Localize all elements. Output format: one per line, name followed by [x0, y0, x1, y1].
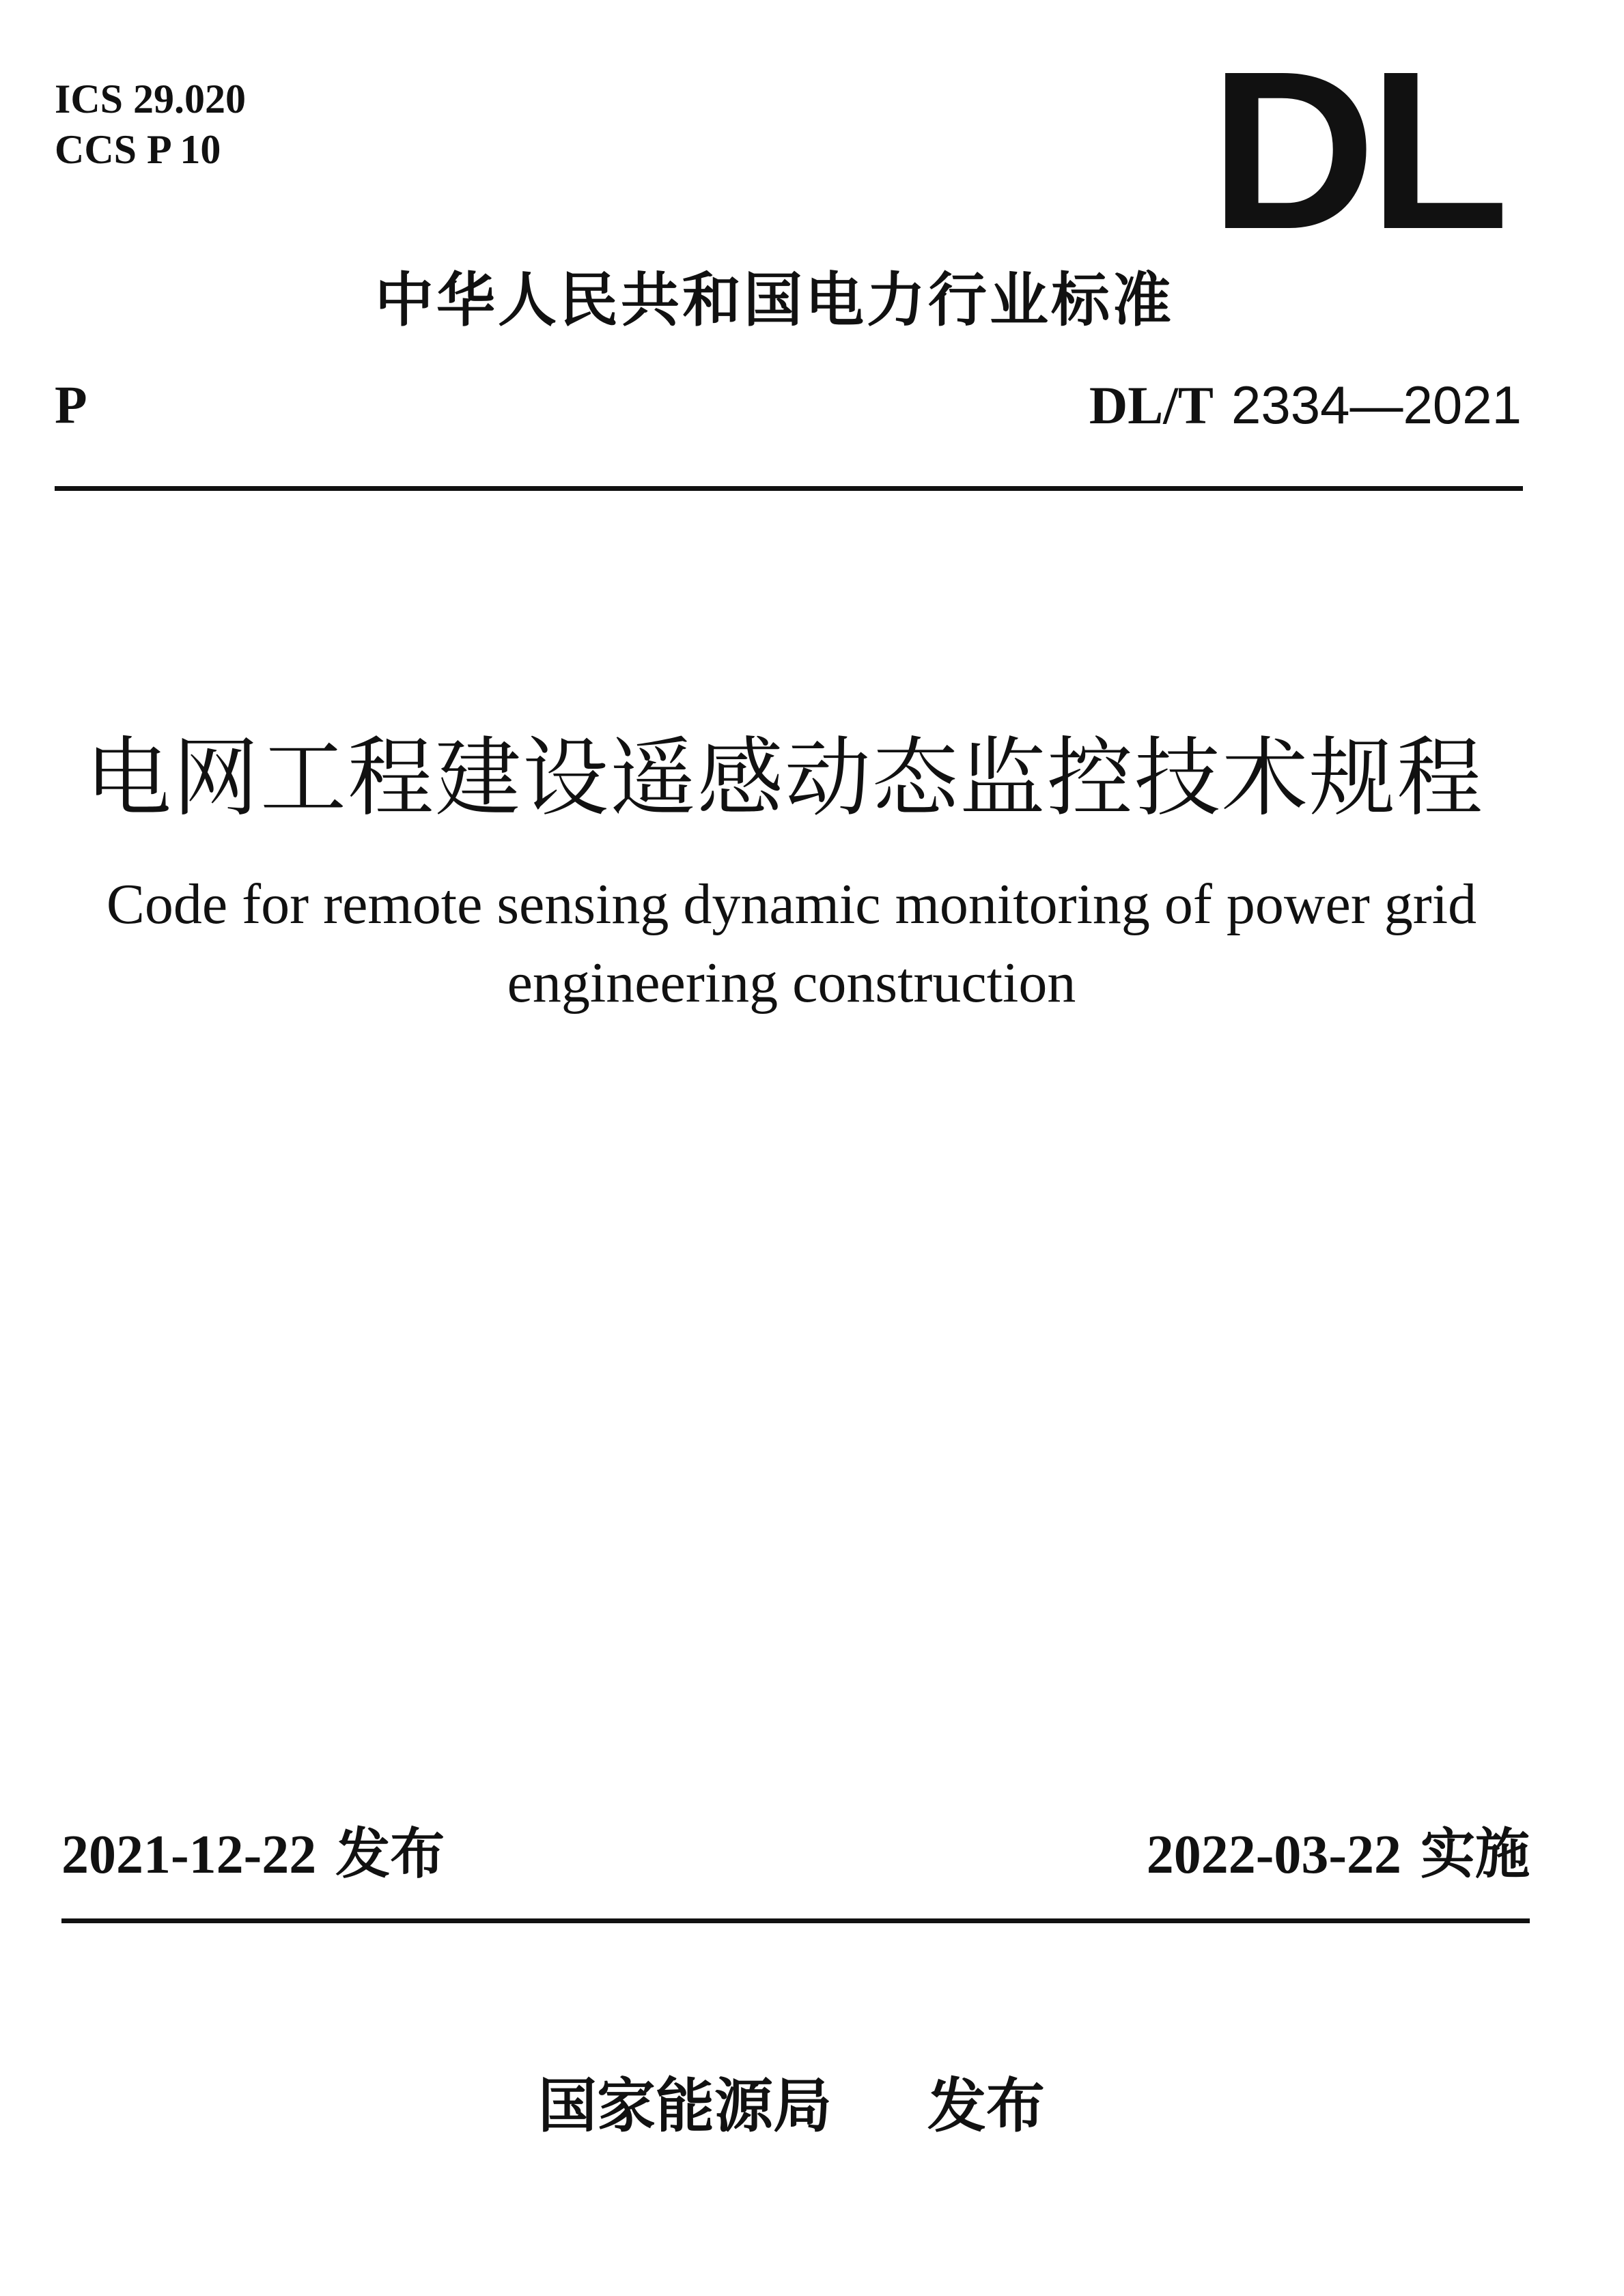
implement-date: 2022-03-22	[1146, 1825, 1401, 1885]
implement-date-block	[1147, 1819, 1530, 1889]
document-title-en-line1: Code for remote sensing dynamic monitoring of power grid	[106, 873, 1477, 936]
standard-number	[1089, 374, 1522, 436]
ccs-code: CCS P 10	[55, 127, 221, 172]
category-code: P	[55, 375, 87, 434]
implement-label: 实施	[1420, 1822, 1530, 1886]
issue-label: 发布	[335, 1822, 445, 1886]
ics-code: ICS 29.020	[55, 76, 247, 122]
standard-number-code: 2334—2021	[1231, 375, 1522, 435]
issue-date-block	[61, 1819, 445, 1889]
issuer-block	[0, 2069, 1624, 2144]
issuer-name: 国家能源局	[538, 2072, 832, 2140]
bottom-divider	[61, 1918, 1530, 1923]
industry-standard-title: 中华人民共和国电力行业标准	[375, 266, 1174, 335]
document-title-cn: 电网工程建设遥感动态监控技术规程	[85, 728, 1484, 828]
issue-date: 2021-12-22	[61, 1825, 317, 1885]
standard-number-prefix: DL/T	[1089, 375, 1214, 435]
issuer-action: 发布	[927, 2072, 1045, 2140]
top-divider	[55, 486, 1523, 491]
document-title-en-line2: engineering construction	[507, 951, 1076, 1015]
dl-logo: DL	[1209, 24, 1502, 276]
